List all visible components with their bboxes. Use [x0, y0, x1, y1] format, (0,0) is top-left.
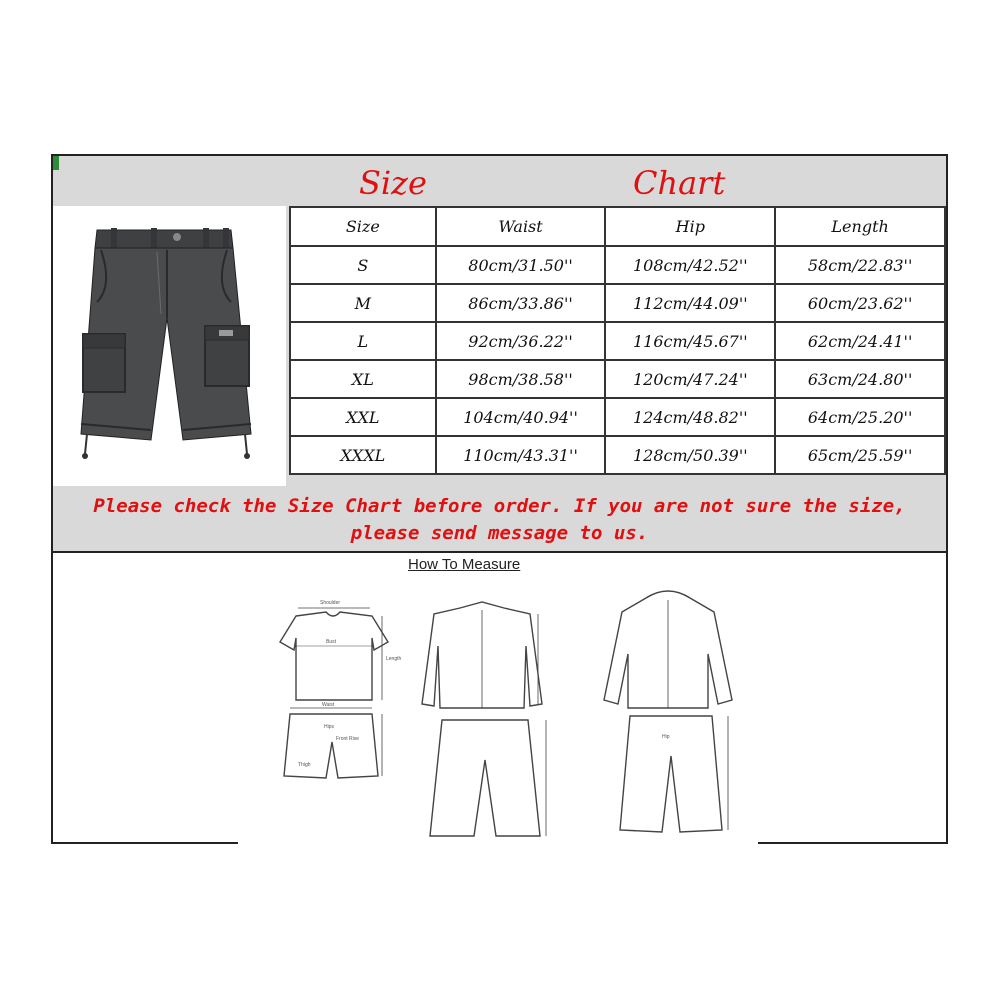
table-row	[290, 436, 945, 474]
label-thigh: Thigh	[298, 762, 311, 768]
table-row	[290, 284, 945, 322]
hoodie-diagram	[604, 591, 732, 708]
table-row	[290, 322, 945, 360]
waist-cell: 92cm/36.22''	[436, 322, 606, 360]
length-cell: 65cm/25.59''	[775, 436, 945, 474]
cargo-shorts-image	[53, 206, 286, 486]
section-divider	[53, 551, 946, 553]
table-row	[290, 398, 945, 436]
title-chart: Chart	[633, 164, 726, 202]
hip-cell: 128cm/50.39''	[605, 436, 775, 474]
size-chart-panel	[51, 154, 948, 844]
size-note-line-2: please send message to us.	[350, 522, 649, 544]
size-note-line-1: Please check the Size Chart before order. If you are not sure the size,	[93, 495, 906, 517]
size-chart-top-area	[53, 156, 946, 551]
label-shoulder: Shoulder	[320, 600, 341, 606]
column-header-hip: Hip	[605, 207, 775, 246]
label-bust: Bust	[326, 639, 337, 645]
how-to-measure-title: How To Measure	[408, 556, 521, 573]
label-length: Length	[386, 656, 402, 662]
size-cell: XL	[290, 360, 436, 398]
waist-cell: 98cm/38.58''	[436, 360, 606, 398]
shirt-diagram	[422, 602, 542, 708]
waist-cell: 86cm/33.86''	[436, 284, 606, 322]
column-header-waist: Waist	[436, 207, 606, 246]
size-note	[53, 493, 946, 547]
joggers-diagram	[620, 716, 728, 832]
waist-cell: 80cm/31.50''	[436, 246, 606, 284]
pants-diagram	[430, 720, 546, 836]
waist-cell: 104cm/40.94''	[436, 398, 606, 436]
hip-cell: 116cm/45.67''	[605, 322, 775, 360]
hip-cell: 124cm/48.82''	[605, 398, 775, 436]
product-photo	[53, 206, 286, 486]
column-header-length: Length	[775, 207, 945, 246]
hip-cell: 112cm/44.09''	[605, 284, 775, 322]
how-to-measure-section	[238, 554, 758, 844]
waist-cell: 110cm/43.31''	[436, 436, 606, 474]
table-row	[290, 360, 945, 398]
length-cell: 60cm/23.62''	[775, 284, 945, 322]
size-cell: XXL	[290, 398, 436, 436]
measure-diagram	[238, 554, 758, 844]
corner-mark	[53, 156, 59, 170]
hip-cell: 120cm/47.24''	[605, 360, 775, 398]
size-cell: M	[290, 284, 436, 322]
length-cell: 62cm/24.41''	[775, 322, 945, 360]
length-cell: 63cm/24.80''	[775, 360, 945, 398]
table-header-row	[290, 207, 945, 246]
size-cell: S	[290, 246, 436, 284]
title-size: Size	[359, 164, 427, 202]
size-cell: XXXL	[290, 436, 436, 474]
size-table	[289, 206, 946, 475]
label-hips: Hips	[324, 724, 335, 730]
hip-cell: 108cm/42.52''	[605, 246, 775, 284]
column-header-size: Size	[290, 207, 436, 246]
tshirt-diagram	[280, 608, 388, 700]
length-cell: 64cm/25.20''	[775, 398, 945, 436]
size-cell: L	[290, 322, 436, 360]
label-front-rise: Front Rise	[336, 736, 360, 742]
table-row	[290, 246, 945, 284]
label-waist: Waist	[322, 702, 335, 708]
label-hip: Hip	[662, 734, 670, 740]
length-cell: 58cm/22.83''	[775, 246, 945, 284]
